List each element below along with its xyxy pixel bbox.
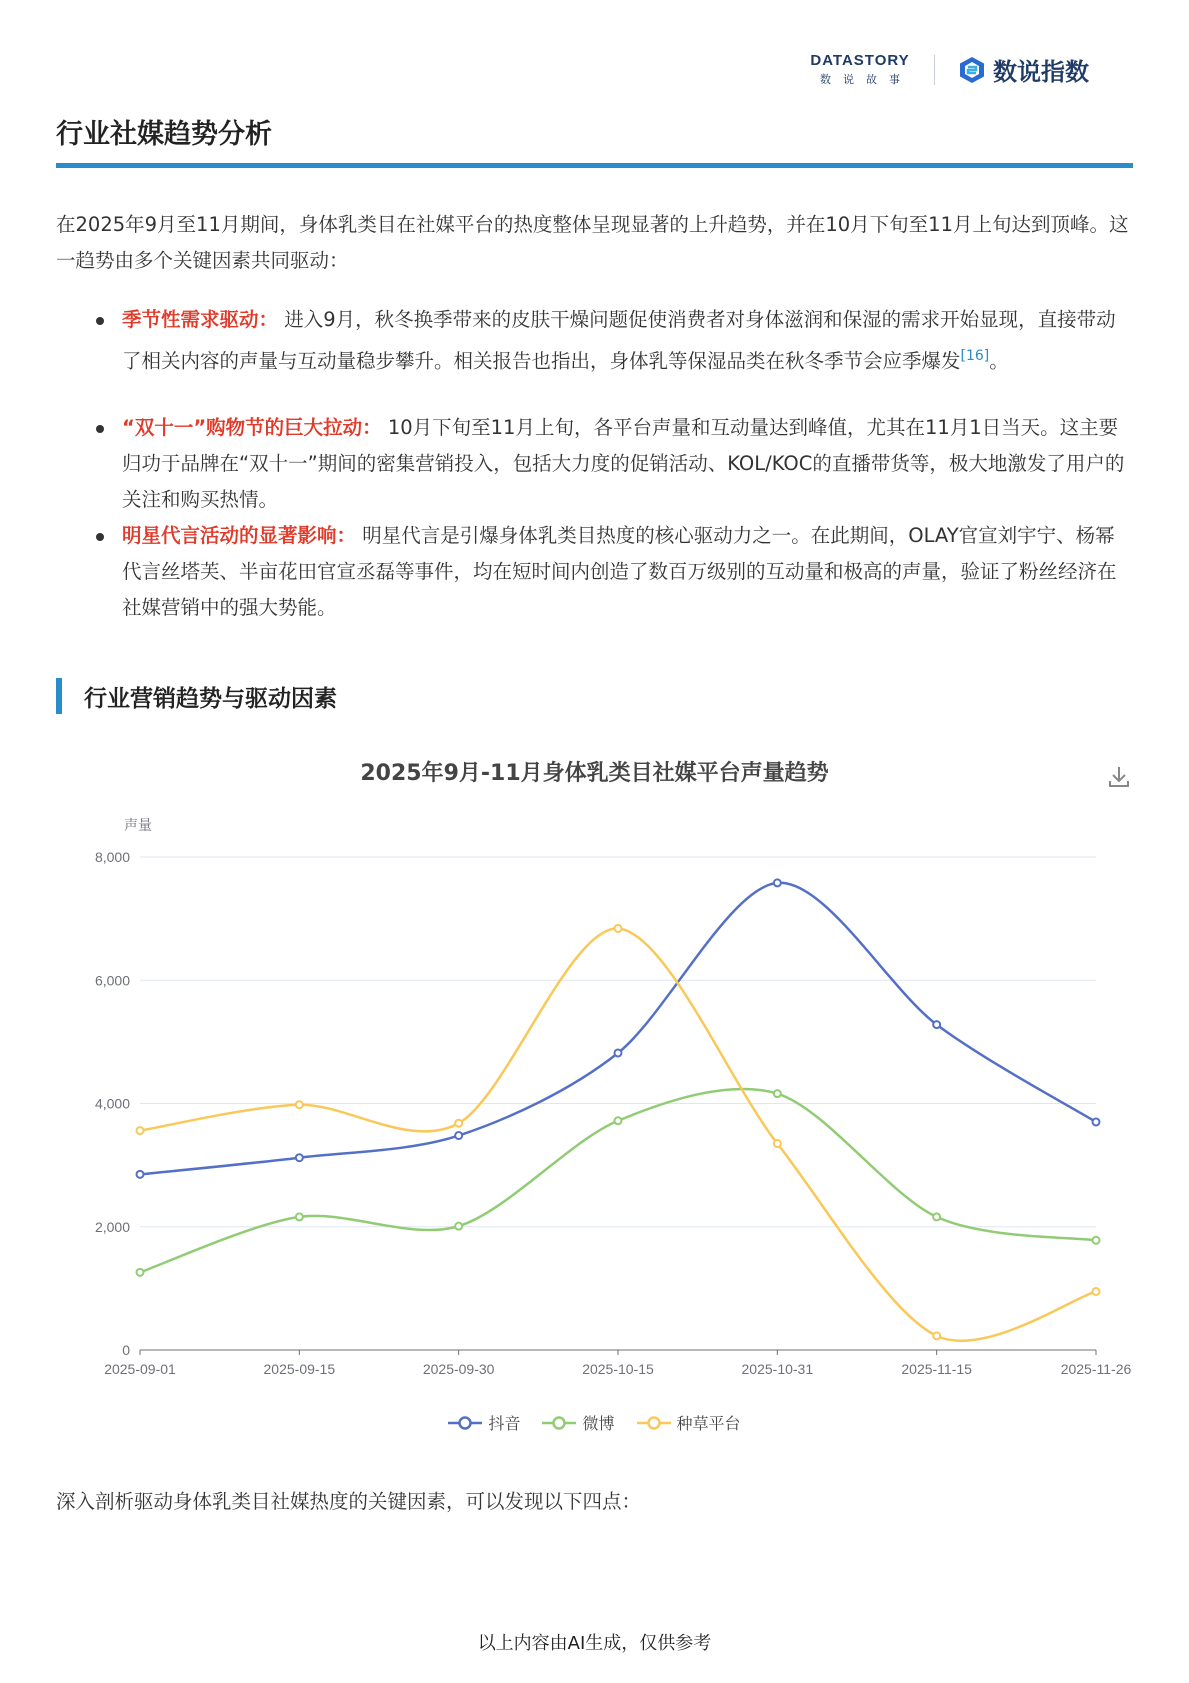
data-point[interactable] (296, 1154, 303, 1161)
legend-line-marker-icon (448, 1416, 482, 1430)
subheading (56, 678, 337, 714)
data-point[interactable] (137, 1127, 144, 1134)
data-point[interactable] (615, 925, 622, 932)
section-title: 行业社媒趋势分析 (56, 119, 272, 150)
line-chart (0, 800, 1189, 1380)
data-point[interactable] (296, 1101, 303, 1108)
legend-item-zhongcao[interactable] (637, 1411, 741, 1434)
bullet-text: 进入9月，秋冬换季带来的皮肤干燥问题促使消费者对身体滋润和保湿的需求开始显现，直接带动了相关内容的声量与互动量稳步攀升。相关报告也指出，身体乳等保湿品类在秋冬季节会应季爆发 (122, 308, 1116, 373)
data-point[interactable] (933, 1021, 940, 1028)
x-tick-label: 2025-10-15 (582, 1361, 654, 1377)
data-point[interactable] (774, 1090, 781, 1097)
bullet-dot (96, 425, 104, 433)
title-rule (56, 163, 1133, 168)
y-tick-label: 2,000 (94, 1218, 130, 1235)
bullet-double-eleven (56, 410, 1134, 518)
bullet-dot (96, 533, 104, 541)
legend-label: 抖音 (488, 1414, 521, 1433)
data-point[interactable] (1093, 1237, 1100, 1244)
y-tick-label: 8,000 (94, 849, 130, 865)
data-point[interactable] (455, 1223, 462, 1230)
subheading-accent-bar (56, 678, 62, 714)
data-point[interactable] (137, 1269, 144, 1276)
legend-line-marker-icon (637, 1416, 671, 1430)
legend-item-douyin[interactable] (448, 1411, 520, 1434)
bullet-key: 季节性需求驱动： (122, 308, 279, 331)
download-icon[interactable] (1105, 763, 1133, 791)
bullet-dot (96, 317, 104, 325)
data-point[interactable] (455, 1132, 462, 1139)
bullet-celebrity (56, 518, 1134, 626)
shuoshuo-index-logo (957, 52, 1089, 87)
bullet-tail: 。 (989, 349, 1009, 373)
series-line-3 (140, 928, 1096, 1340)
data-point[interactable] (1093, 1288, 1100, 1295)
x-tick-label: 2025-09-15 (263, 1361, 336, 1377)
legend-line-marker-icon (542, 1416, 576, 1430)
driver-bullet-list (56, 302, 1134, 626)
bullet-seasonal (56, 302, 1134, 410)
chart-title: 2025年9月-11月身体乳类目社媒平台声量趋势 (360, 761, 829, 786)
outro-paragraph: 深入剖析驱动身体乳类目社媒热度的关键因素，可以发现以下四点： (56, 1490, 642, 1513)
data-point[interactable] (774, 1140, 781, 1147)
bullet-key: “双十一”购物节的巨大拉动： (122, 416, 382, 439)
datastory-logo (808, 52, 912, 87)
legend-item-weibo[interactable] (542, 1411, 614, 1434)
legend-label: 微博 (582, 1414, 615, 1433)
shuoshuo-logo-icon (957, 55, 987, 85)
x-tick-label: 2025-11-26 (1060, 1361, 1132, 1377)
chart-legend (0, 1411, 1189, 1434)
y-axis-label: 声量 (124, 818, 152, 834)
subheading-text: 行业营销趋势与驱动因素 (84, 685, 337, 712)
bullet-key: 明星代言活动的显著影响： (122, 524, 357, 547)
data-point[interactable] (455, 1120, 462, 1127)
data-point[interactable] (933, 1213, 940, 1220)
intro-paragraph: 在2025年9月至11月期间，身体乳类目在社媒平台的热度整体呈现显著的上升趋势，并在10月下旬至11月上旬达到顶峰。这一趋势由多个关键因素共同驱动： (56, 213, 1129, 272)
data-point[interactable] (615, 1117, 622, 1124)
logo-divider (934, 55, 935, 85)
data-point[interactable] (615, 1049, 622, 1056)
data-point[interactable] (774, 879, 781, 886)
x-tick-label: 2025-09-01 (104, 1361, 176, 1377)
data-point[interactable] (296, 1213, 303, 1220)
data-point[interactable] (137, 1171, 144, 1178)
y-tick-label: 6,000 (94, 972, 130, 989)
data-point[interactable] (1093, 1118, 1100, 1125)
header-logos (808, 52, 1089, 87)
x-tick-label: 2025-11-15 (901, 1361, 972, 1377)
y-tick-label: 4,000 (94, 1095, 130, 1112)
y-tick-label: 0 (122, 1342, 130, 1358)
datastory-logo-cn: 数说故事 (820, 73, 912, 86)
data-point[interactable] (933, 1332, 940, 1339)
product-name: 数说指数 (993, 58, 1089, 86)
ai-disclaimer: 以上内容由AI生成，仅供参考 (477, 1633, 712, 1654)
x-tick-label: 2025-10-31 (741, 1361, 814, 1377)
bullet-text: 明星代言是引爆身体乳类目热度的核心驱动力之一。在此期间，OLAY官宣刘宇宁、杨幂代言丝塔芙、半亩花田官宣丞磊等事件，均在短时间内创造了数百万级别的互动量和极高的声量，验证了粉丝经济在社媒营销中的强大势能。 (122, 524, 1117, 619)
citation-link[interactable]: [16] (960, 348, 990, 364)
x-tick-label: 2025-09-30 (422, 1361, 495, 1377)
legend-label: 种草平台 (676, 1414, 741, 1433)
bullet-text: 10月下旬至11月上旬，各平台声量和互动量达到峰值，尤其在11月1日当天。这主要归功于品牌在“双十一”期间的密集营销投入，包括大力度的促销活动、KOL/KOC的直播带货等，极大地激发了用户的关注和购买热情。 (122, 416, 1125, 511)
datastory-logo-en: DATASTORY (810, 52, 910, 69)
